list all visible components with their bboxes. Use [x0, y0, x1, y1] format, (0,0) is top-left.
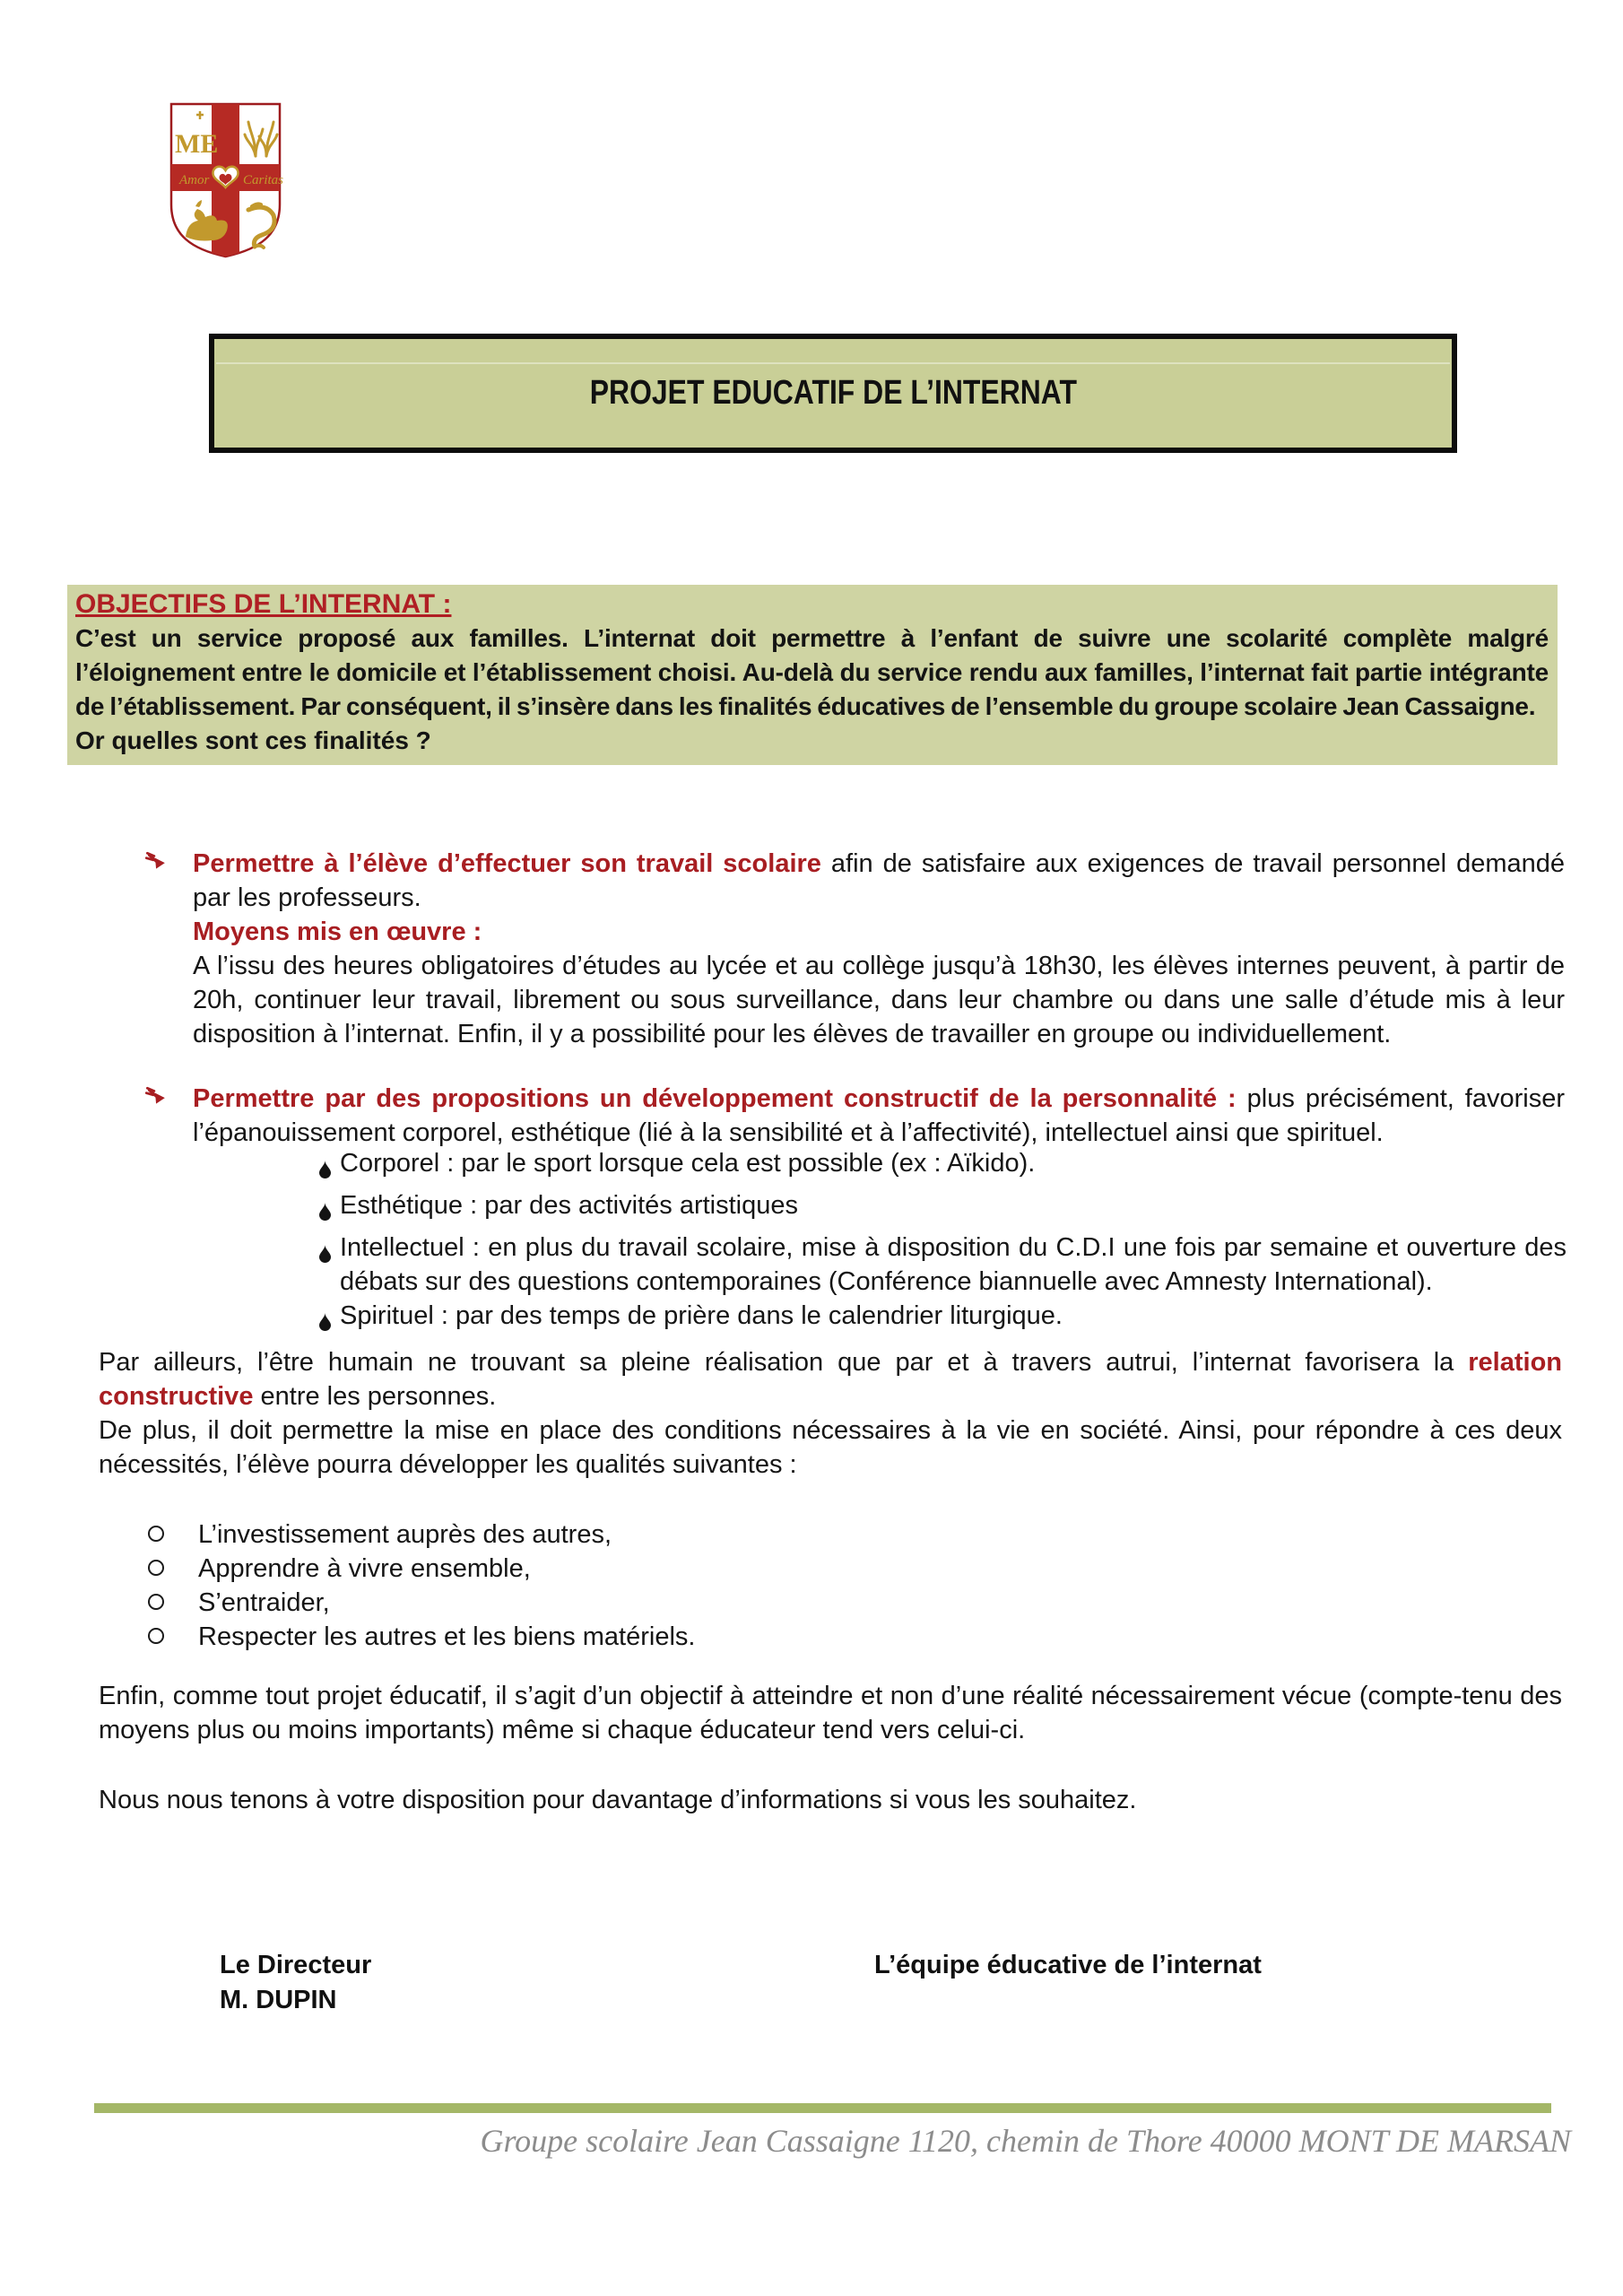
droplet-bullet-icon	[318, 1231, 340, 1299]
page-title: PROJET EDUCATIF DE L’INTERNAT	[589, 374, 1077, 412]
circle-bullet-icon	[148, 1628, 164, 1644]
objectives-body: C’est un service proposé aux familles. L’internat doit permettre à l’enfant de suivre une scolarité complète malgré l’éloignement entre le domicile et l’établissement choisi. Au-delà du service rendu aux familles, l’internat fait partie intégrante de l’établissement. Par conséquent, il s’insère dans les finalités éducatives de l’ensemble du groupe scolaire Jean Cassaigne.	[75, 624, 1549, 720]
goal2-lead	[193, 1082, 1565, 1150]
objectives-question: Or quelles sont ces finalités ?	[75, 726, 431, 754]
relation-highlight: relation constructive	[99, 1348, 1562, 1411]
school-crest	[166, 100, 285, 260]
droplet-bullet-icon	[318, 1146, 340, 1188]
goal1-lead-black: afin de satisfaire aux exigences de travail personnel demandé par les professeurs.	[193, 849, 1565, 912]
title-banner	[209, 334, 1457, 453]
objectives-block	[67, 585, 1558, 765]
shield-crest-icon	[166, 100, 285, 260]
goal-item-personnalite	[143, 1082, 1565, 1150]
list-item: S’entraider,	[148, 1586, 1224, 1620]
goal2-lead-red: Permettre par des propositions un développement constructif de la personnalité :	[193, 1084, 1237, 1113]
director-title: Le Directeur	[220, 1951, 372, 1979]
arrow-bullet-icon	[143, 1085, 167, 1113]
conditions-paragraph: De plus, il doit permettre la mise en place des conditions nécessaires à la vie en société. Ainsi, pour répondre à ces deux nécessités, l’élève pourra développer les qualités suivantes :	[99, 1416, 1562, 1479]
qualities-list	[148, 1518, 1224, 1654]
signature-director	[220, 1948, 371, 2018]
footer-address: Groupe scolaire Jean Cassaigne 1120, chemin de Thore 40000 MONT DE MARSAN	[480, 2123, 1571, 2159]
circle-bullet-icon	[148, 1560, 164, 1576]
relation-paragraphs	[99, 1345, 1562, 1482]
svg-text:ME: ME	[175, 129, 219, 159]
list-item: Respecter les autres et les biens matériels.	[148, 1620, 1224, 1654]
circle-bullet-icon	[148, 1526, 164, 1542]
crest-motto-left: Amor	[179, 173, 210, 187]
list-item: L’investissement auprès des autres,	[148, 1518, 1224, 1552]
director-name: M. DUPIN	[220, 1986, 337, 2014]
development-sublist	[318, 1146, 1567, 1341]
list-item: Corporel : par le sport lorsque cela est possible (ex : Aïkido).	[318, 1146, 1567, 1188]
objectives-heading: OBJECTIFS DE L’INTERNAT :	[75, 589, 452, 619]
goal1-lead	[193, 847, 1565, 915]
droplet-bullet-icon	[318, 1188, 340, 1231]
closing-paragraph: Enfin, comme tout projet éducatif, il s’agit d’un objectif à atteindre et non d’une réalité nécessairement vécue (compte-tenu des moyens plus ou moins importants) même si chaque éducateur tend vers celui-ci.	[99, 1682, 1562, 1744]
list-item: Intellectuel : en plus du travail scolaire, mise à disposition du C.D.I une fois par semaine et ouverture des débats sur des questions contemporaines (Conférence biannuelle avec Amnesty International).	[318, 1231, 1567, 1299]
means-label: Moyens mis en œuvre :	[193, 918, 482, 946]
goal2-lead-black: plus précisément, favoriser l’épanouissement corporel, esthétique (lié à la sensibilité et à l’affectivité), intellectuel ainsi que spirituel.	[193, 1084, 1565, 1147]
goal1-lead-red: Permettre à l’élève d’effectuer son travail scolaire	[193, 849, 821, 878]
list-item: Esthétique : par des activités artistiques	[318, 1188, 1567, 1231]
means-body: A l’issu des heures obligatoires d’études au lycée et au collège jusqu’à 18h30, les élèves internes peuvent, à partir de 20h, continuer leur travail, librement ou sous surveillance, dans leur chambre ou dans une salle d’étude mis à leur disposition à l’internat. Enfin, il y a possibilité pour les élèves de travailler en groupe ou individuellement.	[193, 952, 1565, 1048]
arrow-bullet-icon	[143, 850, 167, 878]
crest-motto-right: Caritas	[243, 173, 284, 187]
circle-bullet-icon	[148, 1594, 164, 1610]
footer-divider-bar	[94, 2103, 1551, 2113]
list-item: Apprendre à vivre ensemble,	[148, 1552, 1224, 1586]
droplet-bullet-icon	[318, 1299, 340, 1341]
relation-paragraph: Par ailleurs, l’être humain ne trouvant sa pleine réalisation que par et à travers autrui, l’internat favorisera la relation constructive entre les personnes.	[99, 1348, 1562, 1411]
goal-item-travail-scolaire	[143, 847, 1565, 1051]
signature-team: L’équipe éducative de l’internat	[874, 1951, 1262, 1979]
list-item: Spirituel : par des temps de prière dans le calendrier liturgique.	[318, 1299, 1567, 1341]
contact-paragraph: Nous nous tenons à votre disposition pour davantage d’informations si vous les souhaitez.	[99, 1786, 1137, 1814]
